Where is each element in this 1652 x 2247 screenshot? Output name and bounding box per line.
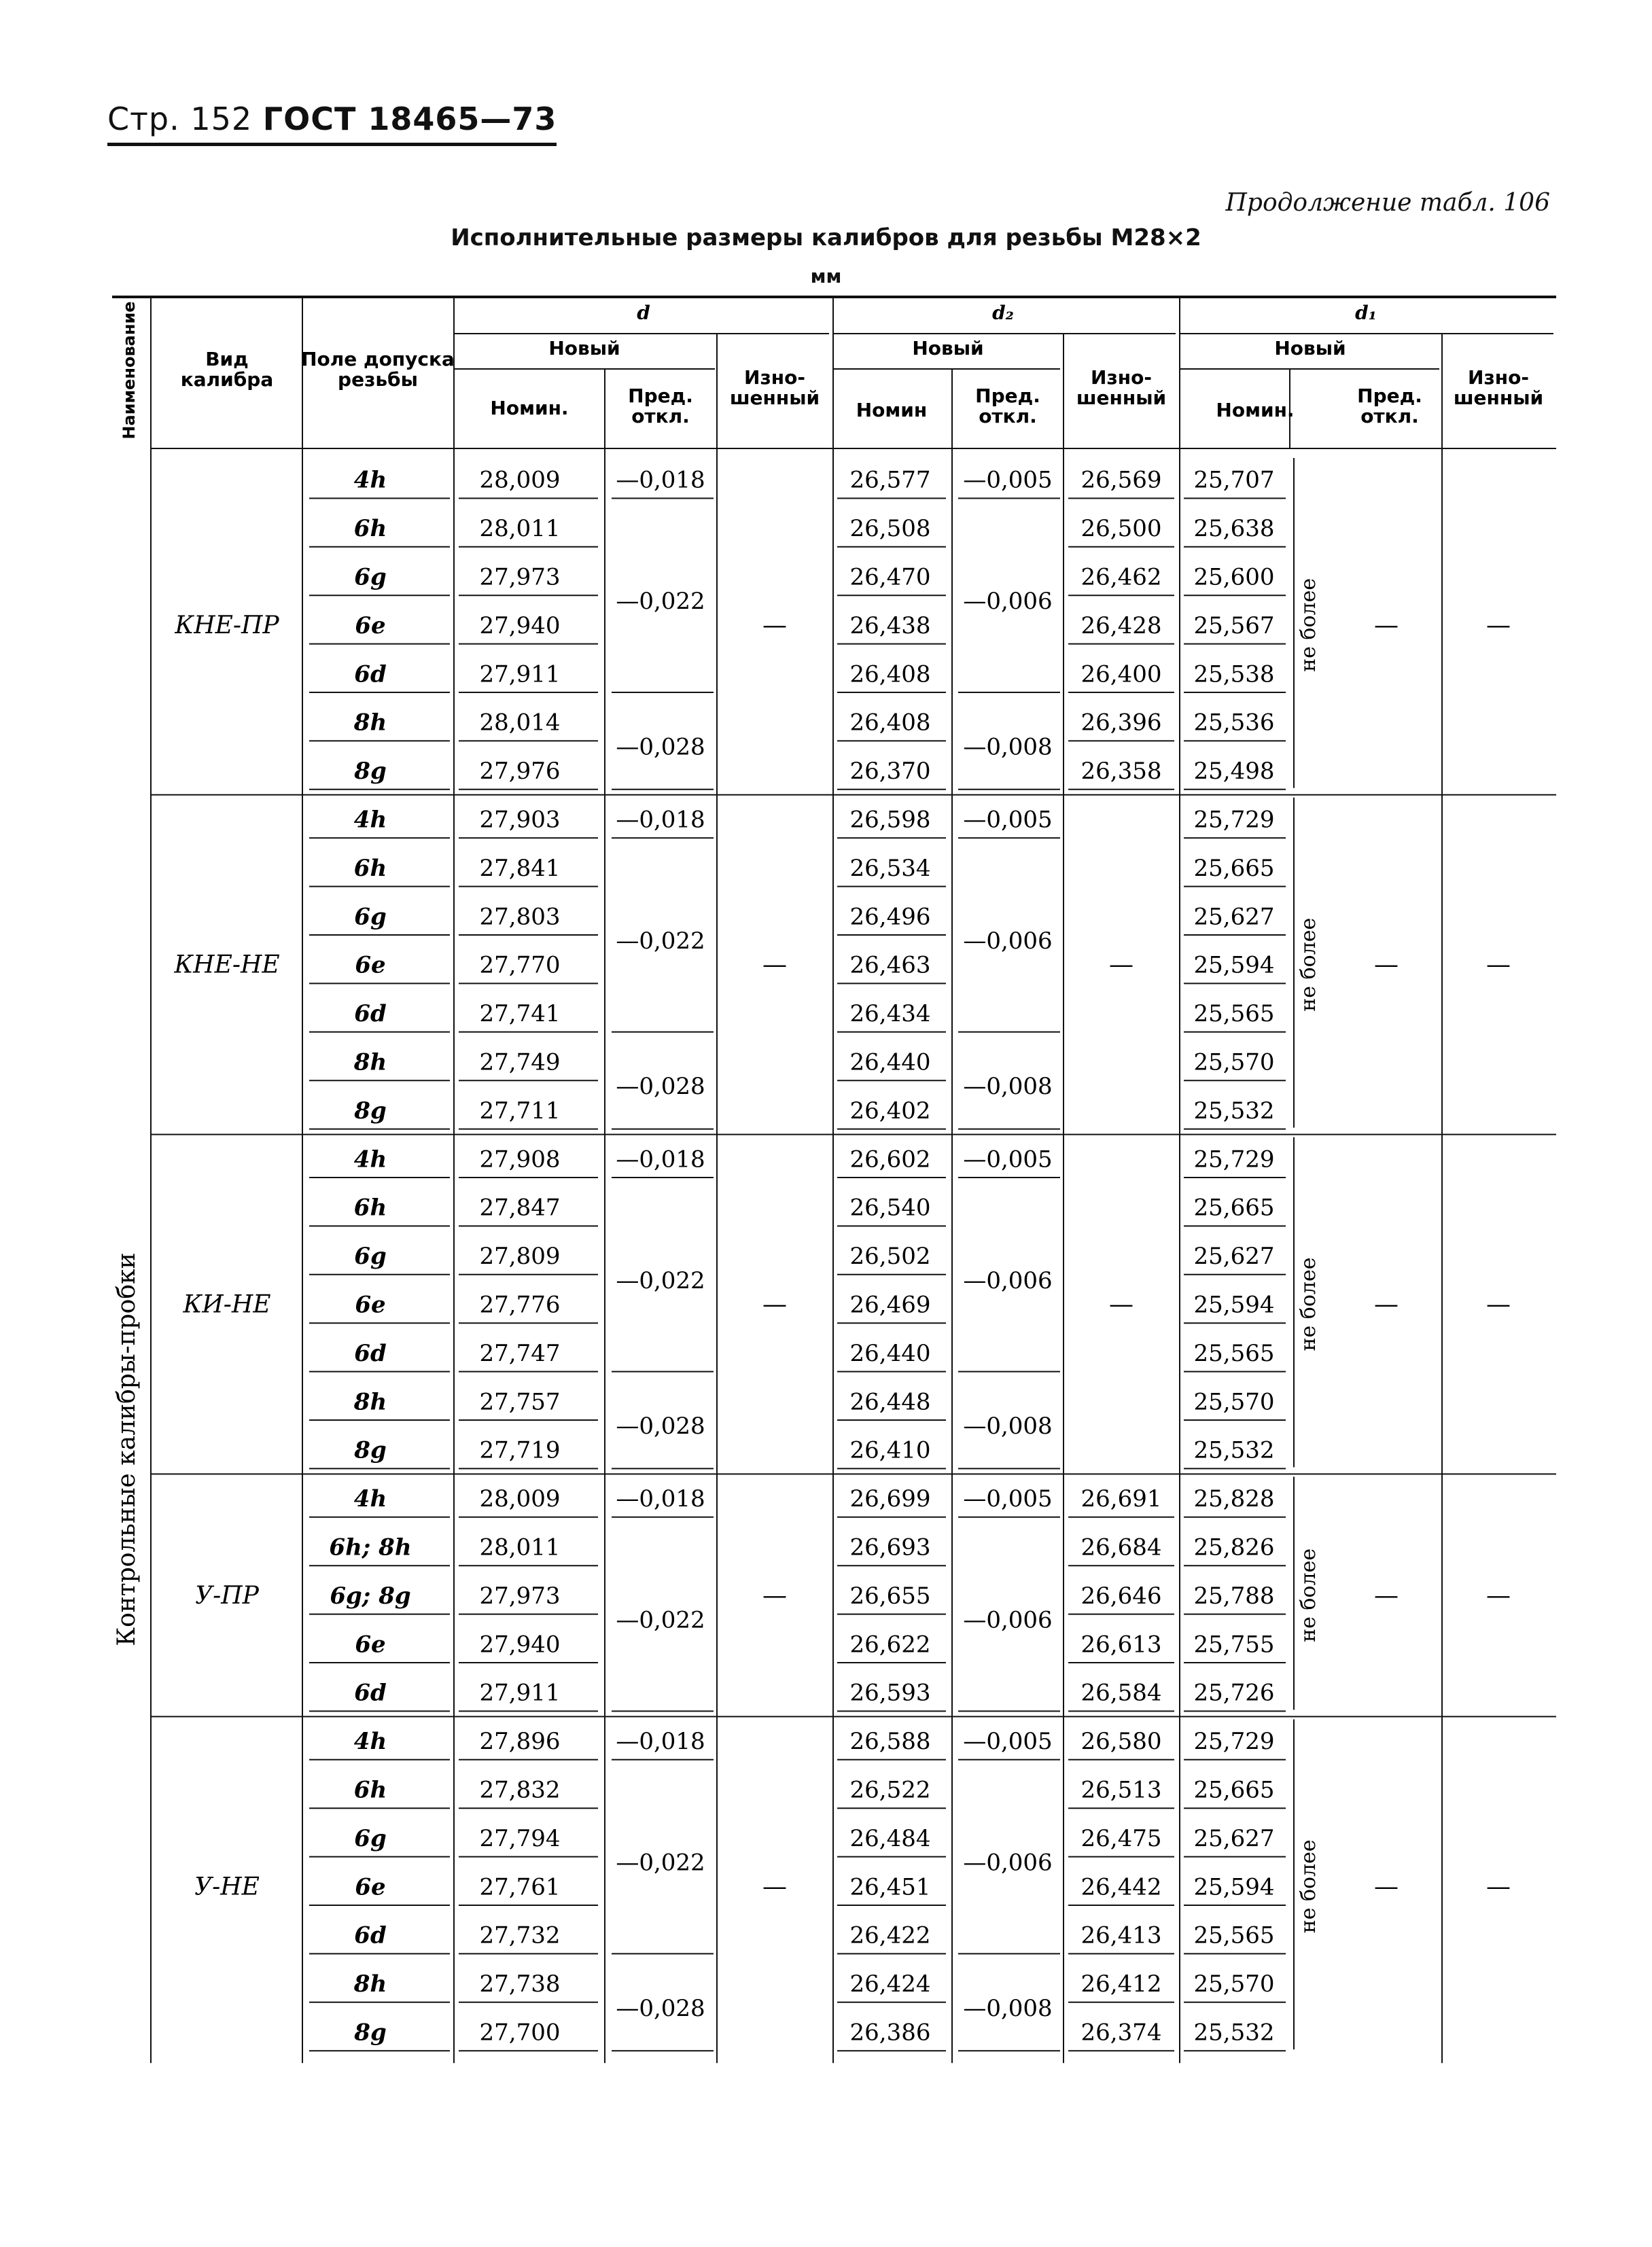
d1-nominal-cell: 25,638: [1193, 515, 1275, 543]
d1-nominal-cell: 25,627: [1193, 903, 1275, 931]
page-number: Стр. 152: [107, 101, 253, 137]
header-izno: шенный: [1453, 387, 1544, 409]
d-nominal-cell: 27,940: [479, 1631, 561, 1659]
d2-deviation-cell: —0,005: [963, 466, 1053, 494]
d-nominal-cell: 27,973: [479, 1582, 561, 1610]
d-deviation-cell: —0,022: [616, 927, 705, 955]
d-nominal-cell: 27,757: [479, 1388, 561, 1416]
fit-cell: 4h: [353, 1728, 387, 1756]
header-d2: d₂: [992, 302, 1014, 324]
d2-worn-cell: 26,691: [1080, 1485, 1162, 1513]
d-deviation-cell: —0,028: [616, 733, 705, 761]
header-pole: резьбы: [338, 368, 418, 391]
d-worn-cell: —: [762, 1873, 787, 1901]
d-nominal-cell: 27,770: [479, 951, 561, 979]
header-vid: калибра: [180, 368, 274, 391]
d1-deviation-cell: —: [1374, 611, 1399, 639]
d2-nominal-cell: 26,469: [849, 1291, 931, 1319]
d2-worn-cell: 26,475: [1080, 1824, 1162, 1852]
d2-worn-cell: 26,442: [1080, 1873, 1162, 1901]
fit-cell: 8h: [353, 1048, 387, 1076]
fit-cell: 6e: [355, 1291, 386, 1319]
standard-code: ГОСТ 18465—73: [262, 101, 557, 137]
gauge-type-label: КНЕ-НЕ: [174, 951, 280, 979]
d-nominal-cell: 27,809: [479, 1243, 561, 1271]
d2-nominal-cell: 26,496: [849, 903, 931, 931]
d1-nominal-cell: 25,707: [1193, 466, 1275, 494]
fit-cell: 6e: [355, 1631, 386, 1659]
d2-nominal-cell: 26,602: [849, 1146, 931, 1173]
d-nominal-cell: 27,896: [479, 1728, 561, 1756]
d1-deviation-cell: —: [1374, 951, 1399, 979]
d-nominal-cell: 27,911: [479, 1679, 561, 1707]
d2-worn-cell: 26,613: [1080, 1631, 1162, 1659]
d2-nominal-cell: 26,408: [849, 660, 931, 688]
header-pred: откл.: [979, 405, 1037, 427]
fit-cell: 6h; 8h: [329, 1534, 412, 1561]
fit-cell: 6g; 8g: [330, 1582, 411, 1610]
d2-nominal-cell: 26,484: [849, 1824, 931, 1852]
d2-deviation-cell: —0,006: [963, 588, 1053, 616]
d2-worn-cell: 26,580: [1080, 1728, 1162, 1756]
d-nominal-cell: 27,761: [479, 1873, 561, 1901]
d-nominal-cell: 28,014: [479, 709, 561, 737]
d1-deviation-cell: —: [1374, 1581, 1399, 1610]
d2-nominal-cell: 26,655: [849, 1582, 931, 1610]
d2-nominal-cell: 26,522: [849, 1776, 931, 1804]
fit-cell: 4h: [353, 1485, 387, 1513]
d2-deviation-cell: —0,006: [963, 1267, 1053, 1294]
d2-deviation-cell: —0,006: [963, 1849, 1053, 1877]
d-deviation-cell: —0,028: [616, 1994, 705, 2022]
d2-nominal-cell: 26,470: [849, 563, 931, 591]
d-nominal-cell: 27,908: [479, 1146, 561, 1173]
d-deviation-cell: —0,022: [616, 588, 705, 616]
fit-cell: 6d: [354, 1922, 387, 1949]
d2-nominal-cell: 26,540: [849, 1194, 931, 1222]
header-novyi: Новый: [548, 337, 620, 359]
unit-label: мм: [810, 265, 842, 287]
d1-nominal-cell: 25,627: [1193, 1824, 1275, 1852]
fit-cell: 6d: [354, 660, 387, 688]
d1-nominal-cell: 25,570: [1193, 1970, 1275, 1998]
d-nominal-cell: 27,749: [479, 1048, 561, 1076]
d2-nominal-cell: 26,451: [849, 1873, 931, 1901]
header-novyi: Новый: [912, 337, 984, 359]
d2-worn-cell: 26,569: [1080, 466, 1162, 494]
header-d: d: [637, 302, 650, 324]
header-izno: Изно-: [744, 366, 805, 389]
fit-cell: 8h: [353, 1388, 387, 1416]
fit-cell: 6h: [353, 854, 387, 882]
d2-worn-cell: —: [1109, 1290, 1133, 1319]
header-izno: Изно-: [1091, 366, 1152, 389]
d1-nominal-cell: 25,665: [1193, 1776, 1275, 1804]
d-nominal-cell: 27,732: [479, 1922, 561, 1949]
d2-nominal-cell: 26,508: [849, 515, 931, 543]
d2-nominal-cell: 26,386: [849, 2019, 931, 2047]
d1-worn-cell: —: [1486, 1873, 1511, 1901]
d2-nominal-cell: 26,588: [849, 1728, 931, 1756]
d-deviation-cell: —0,022: [616, 1267, 705, 1294]
d1-nominal-cell: 25,565: [1193, 1000, 1275, 1028]
d-nominal-cell: 28,011: [479, 515, 561, 543]
d-worn-cell: —: [762, 1581, 787, 1610]
d-nominal-cell: 27,719: [479, 1436, 561, 1464]
d-nominal-cell: 27,747: [479, 1339, 561, 1367]
d-worn-cell: —: [762, 1290, 787, 1319]
d1-nominal-cell: 25,729: [1193, 1146, 1275, 1173]
d-nominal-cell: 28,011: [479, 1534, 561, 1561]
d1-worn-cell: —: [1486, 611, 1511, 639]
d-deviation-cell: —0,018: [616, 1485, 705, 1513]
table-title: Исполнительные размеры калибров для резьбы М28×2: [451, 224, 1201, 251]
d-deviation-cell: —0,018: [616, 466, 705, 494]
d1-nominal-cell: 25,826: [1193, 1534, 1275, 1561]
fit-cell: 6d: [354, 1679, 387, 1707]
d2-nominal-cell: 26,622: [849, 1631, 931, 1659]
d2-deviation-cell: —0,008: [963, 1073, 1053, 1101]
d-nominal-cell: 27,794: [479, 1824, 561, 1852]
d1-nominal-cell: 25,570: [1193, 1388, 1275, 1416]
d1-worn-cell: —: [1486, 951, 1511, 979]
gauge-type-label: У-НЕ: [194, 1873, 260, 1901]
fit-cell: 8g: [354, 758, 387, 785]
fit-cell: 6e: [355, 951, 386, 979]
d-deviation-cell: —0,022: [616, 1849, 705, 1877]
fit-cell: 6e: [355, 1873, 386, 1901]
header-nomin: Номин.: [490, 397, 569, 419]
d2-worn-cell: 26,684: [1080, 1534, 1162, 1561]
d2-nominal-cell: 26,693: [849, 1534, 931, 1561]
header-pred: Пред.: [628, 385, 693, 407]
header-vid: Вид: [205, 348, 249, 370]
header-pred: откл.: [631, 405, 690, 427]
d2-nominal-cell: 26,593: [849, 1679, 931, 1707]
d-nominal-cell: 27,973: [479, 563, 561, 591]
d2-worn-cell: 26,584: [1080, 1679, 1162, 1707]
d1-nominal-cell: 25,536: [1193, 709, 1275, 737]
d-nominal-cell: 27,711: [479, 1097, 561, 1125]
d1-nominal-cell: 25,570: [1193, 1048, 1275, 1076]
d2-deviation-cell: —0,006: [963, 1606, 1053, 1634]
d2-nominal-cell: 26,440: [849, 1048, 931, 1076]
d1-nominal-cell: 25,665: [1193, 1194, 1275, 1222]
d-deviation-cell: —0,028: [616, 1073, 705, 1101]
d1-nominal-cell: 25,594: [1193, 1873, 1275, 1901]
d1-worn-cell: —: [1486, 1290, 1511, 1319]
side-label: Контрольные калибры-пробки: [113, 1252, 141, 1646]
d1-nominal-cell: 25,538: [1193, 660, 1275, 688]
d-deviation-cell: —0,018: [616, 806, 705, 834]
d2-nominal-cell: 26,410: [849, 1436, 931, 1464]
d1-nominal-cell: 25,594: [1193, 1291, 1275, 1319]
header-pred: откл.: [1360, 405, 1419, 427]
fit-cell: 8g: [354, 1097, 387, 1125]
d2-nominal-cell: 26,534: [849, 854, 931, 882]
d1-nominal-cell: 25,594: [1193, 951, 1275, 979]
d2-nominal-cell: 26,502: [849, 1243, 931, 1271]
d2-deviation-cell: —0,008: [963, 1413, 1053, 1440]
d1-nominal-cell: 25,532: [1193, 1097, 1275, 1125]
ne-bolee-label: не более: [1297, 578, 1320, 672]
d2-worn-cell: 26,500: [1080, 515, 1162, 543]
d-nominal-cell: 27,911: [479, 660, 561, 688]
d2-worn-cell: 26,646: [1080, 1582, 1162, 1610]
d-nominal-cell: 27,738: [479, 1970, 561, 1998]
d1-nominal-cell: 25,788: [1193, 1582, 1275, 1610]
d-deviation-cell: —0,018: [616, 1728, 705, 1756]
d-nominal-cell: 28,009: [479, 1485, 561, 1513]
d-nominal-cell: 28,009: [479, 466, 561, 494]
d2-deviation-cell: —0,006: [963, 927, 1053, 955]
header-naimenovanie: Наименование: [120, 301, 139, 440]
header-pole: Поле допуска: [301, 348, 455, 370]
d-nominal-cell: 27,803: [479, 903, 561, 931]
d2-nominal-cell: 26,402: [849, 1097, 931, 1125]
d-nominal-cell: 27,903: [479, 806, 561, 834]
ne-bolee-label: не более: [1297, 1548, 1320, 1642]
d2-worn-cell: —: [1109, 951, 1133, 979]
fit-cell: 8h: [353, 1970, 387, 1998]
ne-bolee-label: не более: [1297, 917, 1320, 1012]
d-nominal-cell: 27,741: [479, 1000, 561, 1028]
fit-cell: 6d: [354, 1339, 387, 1367]
d2-worn-cell: 26,428: [1080, 612, 1162, 639]
d-nominal-cell: 27,847: [479, 1194, 561, 1222]
header-pred: Пред.: [1357, 385, 1422, 407]
d2-nominal-cell: 26,463: [849, 951, 931, 979]
d-nominal-cell: 27,700: [479, 2019, 561, 2047]
d1-nominal-cell: 25,627: [1193, 1243, 1275, 1271]
d-deviation-cell: —0,018: [616, 1146, 705, 1173]
fit-cell: 6h: [353, 1194, 387, 1222]
d-worn-cell: —: [762, 951, 787, 979]
d2-nominal-cell: 26,598: [849, 806, 931, 834]
d1-nominal-cell: 25,565: [1193, 1922, 1275, 1949]
d2-worn-cell: 26,400: [1080, 660, 1162, 688]
d1-deviation-cell: —: [1374, 1290, 1399, 1319]
d1-nominal-cell: 25,532: [1193, 2019, 1275, 2047]
fit-cell: 8h: [353, 709, 387, 737]
d1-nominal-cell: 25,729: [1193, 806, 1275, 834]
d2-nominal-cell: 26,408: [849, 709, 931, 737]
d2-nominal-cell: 26,577: [849, 466, 931, 494]
d2-deviation-cell: —0,008: [963, 733, 1053, 761]
header-nomin: Номин.: [1216, 399, 1295, 421]
d1-nominal-cell: 25,498: [1193, 758, 1275, 785]
header-izno: шенный: [1076, 387, 1167, 409]
d2-worn-cell: 26,412: [1080, 1970, 1162, 1998]
d1-nominal-cell: 25,532: [1193, 1436, 1275, 1464]
fit-cell: 8g: [354, 1436, 387, 1464]
d2-worn-cell: 26,462: [1080, 563, 1162, 591]
header-pred: Пред.: [975, 385, 1040, 407]
d-worn-cell: —: [762, 611, 787, 639]
d2-deviation-cell: —0,005: [963, 1146, 1053, 1173]
d1-nominal-cell: 25,567: [1193, 612, 1275, 639]
gauge-type-label: У-ПР: [195, 1581, 259, 1610]
fit-cell: 6g: [354, 1243, 387, 1271]
d2-nominal-cell: 26,424: [849, 1970, 931, 1998]
fit-cell: 4h: [353, 1146, 387, 1173]
d2-deviation-cell: —0,005: [963, 1728, 1053, 1756]
d1-nominal-cell: 25,729: [1193, 1728, 1275, 1756]
d2-worn-cell: 26,413: [1080, 1922, 1162, 1949]
header-nomin: Номин: [856, 399, 928, 421]
d1-nominal-cell: 25,828: [1193, 1485, 1275, 1513]
d-nominal-cell: 27,776: [479, 1291, 561, 1319]
fit-cell: 8g: [354, 2019, 387, 2047]
d2-worn-cell: 26,374: [1080, 2019, 1162, 2047]
d2-nominal-cell: 26,448: [849, 1388, 931, 1416]
d2-worn-cell: 26,513: [1080, 1776, 1162, 1804]
fit-cell: 6h: [353, 1776, 387, 1804]
d1-nominal-cell: 25,565: [1193, 1339, 1275, 1367]
d1-deviation-cell: —: [1374, 1873, 1399, 1901]
ne-bolee-label: не более: [1297, 1839, 1320, 1934]
d-deviation-cell: —0,028: [616, 1413, 705, 1440]
header-novyi: Новый: [1274, 337, 1346, 359]
header-d1: d₁: [1355, 302, 1377, 324]
d1-nominal-cell: 25,665: [1193, 854, 1275, 882]
d2-nominal-cell: 26,434: [849, 1000, 931, 1028]
d2-nominal-cell: 26,370: [849, 758, 931, 785]
ne-bolee-label: не более: [1297, 1257, 1320, 1351]
d2-worn-cell: 26,396: [1080, 709, 1162, 737]
fit-cell: 6g: [354, 563, 387, 591]
d2-deviation-cell: —0,005: [963, 1485, 1053, 1513]
fit-cell: 6e: [355, 612, 386, 639]
d-nominal-cell: 27,940: [479, 612, 561, 639]
continuation-note: Продолжение табл. 106: [1225, 189, 1550, 217]
fit-cell: 4h: [353, 806, 387, 834]
d-nominal-cell: 27,976: [479, 758, 561, 785]
d1-nominal-cell: 25,755: [1193, 1631, 1275, 1659]
d2-deviation-cell: —0,008: [963, 1994, 1053, 2022]
d2-nominal-cell: 26,699: [849, 1485, 931, 1513]
fit-cell: 6h: [353, 515, 387, 543]
d2-nominal-cell: 26,438: [849, 612, 931, 639]
header-izno: шенный: [729, 387, 820, 409]
d2-nominal-cell: 26,422: [849, 1922, 931, 1949]
d2-nominal-cell: 26,440: [849, 1339, 931, 1367]
d-nominal-cell: 27,841: [479, 854, 561, 882]
d1-nominal-cell: 25,600: [1193, 563, 1275, 591]
d1-nominal-cell: 25,726: [1193, 1679, 1275, 1707]
d-nominal-cell: 27,832: [479, 1776, 561, 1804]
d-deviation-cell: —0,022: [616, 1606, 705, 1634]
fit-cell: 4h: [353, 466, 387, 494]
fit-cell: 6d: [354, 1000, 387, 1028]
fit-cell: 6g: [354, 1824, 387, 1852]
gauge-type-label: КНЕ-ПР: [175, 611, 279, 639]
d2-deviation-cell: —0,005: [963, 806, 1053, 834]
header-izno: Изно-: [1468, 366, 1529, 389]
fit-cell: 6g: [354, 903, 387, 931]
gauge-type-label: КИ-НЕ: [183, 1290, 271, 1319]
d1-worn-cell: —: [1486, 1581, 1511, 1610]
d2-worn-cell: 26,358: [1080, 758, 1162, 785]
